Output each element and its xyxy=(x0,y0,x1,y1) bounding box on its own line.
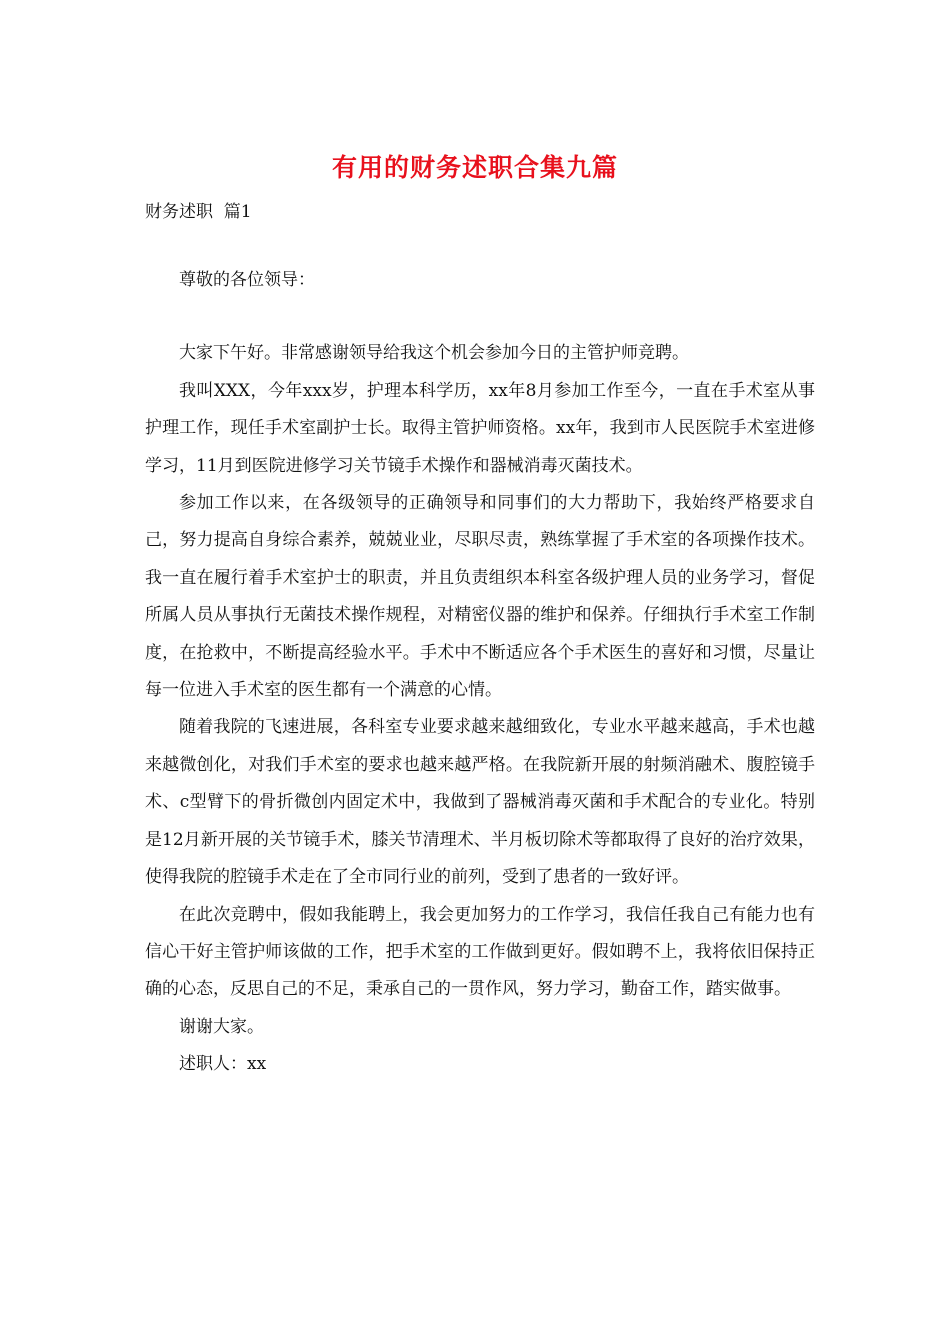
salutation: 尊敬的各位领导： xyxy=(179,270,315,290)
paragraph-introduction: 我叫XXX，今年xxx岁，护理本科学历，xx年8月参加工作至今，一直在手术室从事护理工作，现任手术室副护士长。取得主管护师资格。xx年，我到市人民医院手术室进修学习，11月到医院进修学习关节镜手术操作和器械消毒灭菌技术。 xyxy=(145,380,815,476)
paragraph-commitment: 在此次竞聘中，假如我能聘上，我会更加努力的工作学习，我信任我自己有能力也有信心干好主管护师该做的工作，把手术室的工作做到更好。假如聘不上，我将依旧保持正确的心态，反思自己的不足，秉承自己的一贯作风，努力学习，勤奋工作，踏实做事。 xyxy=(145,904,815,1000)
paragraph-thanks: 谢谢大家。 xyxy=(179,1016,264,1037)
paragraph-work-experience: 参加工作以来，在各级领导的正确领导和同事们的大力帮助下，我始终严格要求自己，努力提高自身综合素养，兢兢业业，尽职尽责，熟练掌握了手术室的各项操作技术。我一直在履行着手术室护士的职责，并且负责组织本科室各级护理人员的业务学习，督促所属人员从事执行无菌技术操作规程，对精密仪器的维护和保养。仔细执行手术室工作制度，在抢救中，不断提高经验水平。手术中不断适应各个手术医生的喜好和习惯，尽量让每一位进入手术室的医生都有一个满意的心情。 xyxy=(145,493,815,701)
paragraph-greeting: 大家下午好。非常感谢领导给我这个机会参加今日的主管护师竞聘。 xyxy=(179,343,689,364)
document-title: 有用的财务述职合集九篇 xyxy=(331,153,618,182)
section-heading: 财务述职 篇1 xyxy=(145,202,252,222)
paragraph-signature: 述职人：xx xyxy=(179,1054,267,1075)
paragraph-hospital-development: 随着我院的飞速进展，各科室专业要求越来越细致化，专业水平越来越高，手术也越来越微创化，对我们手术室的要求也越来越严格。在我院新开展的射频消融术、腹腔镜手术、c型臂下的骨折微创内固定术中，我做到了器械消毒灭菌和手术配合的专业化。特别是12月新开展的关节镜手术，膝关节清理术、半月板切除术等都取得了良好的治疗效果，使得我院的腔镜手术走在了全市同行业的前列，受到了患者的一致好评。 xyxy=(145,717,815,888)
document-body xyxy=(145,262,815,1084)
